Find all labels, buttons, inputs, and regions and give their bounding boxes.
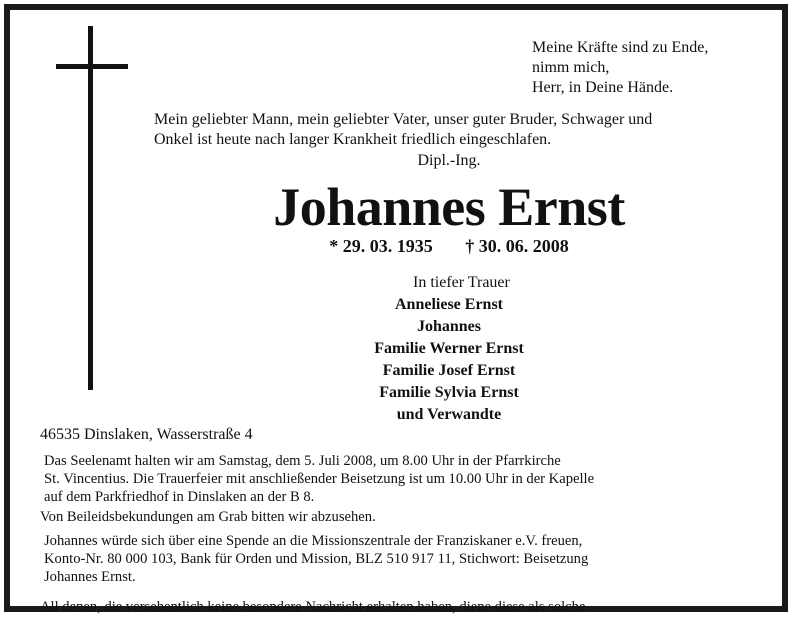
intro-line: Onkel ist heute nach langer Krankheit friedlich eingeschlafen. [154,131,552,148]
closing-note [40,598,589,616]
life-dates [154,236,744,257]
obituary-notice [4,4,788,615]
donation-line: Johannes Ernst. [44,569,136,585]
cross-icon [88,26,93,390]
mourning-heading: In tiefer Trauer [413,274,510,291]
service-line: Das Seelenamt halten wir am Samstag, dem 5. Juli 2008, um 8.00 Uhr in der Pfarrkirche [44,453,561,469]
donation-line: Johannes würde sich über eine Spende an die Missionszentrale der Franziskaner e.V. freuen, [44,533,583,549]
poem [532,38,708,98]
poem-line: nimm mich, [532,59,610,76]
donation-info [44,532,588,586]
deceased-name: Johannes Ernst [273,177,625,237]
closing-line: All denen, die versehentlich keine besondere Nachricht erhalten haben, diene diese als solche. [40,599,590,615]
mourners-list [154,294,744,426]
service-line: St. Vincentius. Die Trauerfeier mit anschließender Beisetzung ist um 10.00 Uhr in der Kapelle [44,471,595,487]
mourner-name: Familie Werner Ernst [374,340,524,357]
academic-title: Dipl.-Ing. [417,152,481,169]
mourner-name: Familie Josef Ernst [382,362,516,379]
mourner-name: Anneliese Ernst [395,296,503,313]
intro-line: Mein geliebter Mann, mein geliebter Vater, unser guter Bruder, Schwager und [154,111,653,128]
poem-line: Meine Kräfte sind zu Ende, [532,39,709,56]
birth-date: * 29. 03. 1935 [329,236,433,256]
condolences-line: Von Beileidsbekundungen am Grab bitten wir abzusehen. [40,509,376,525]
condolences-note [40,508,376,526]
mourner-name: Johannes [416,318,482,335]
cross-icon-bar [56,64,128,69]
address: 46535 Dinslaken, Wasserstraße 4 [40,426,253,443]
mourner-name: Familie Sylvia Ernst [379,384,519,401]
donation-line: Konto-Nr. 80 000 103, Bank für Orden und Mission, BLZ 510 917 11, Stichwort: Beisetzung [44,551,589,567]
service-info [44,452,594,506]
poem-line: Herr, in Deine Hände. [532,79,674,96]
mourner-name: und Verwandte [396,406,502,423]
intro-text [154,110,762,150]
mourners-block [154,272,744,426]
service-line: auf dem Parkfriedhof in Dinslaken an der B 8. [44,489,315,505]
death-date: † 30. 06. 2008 [465,236,569,256]
